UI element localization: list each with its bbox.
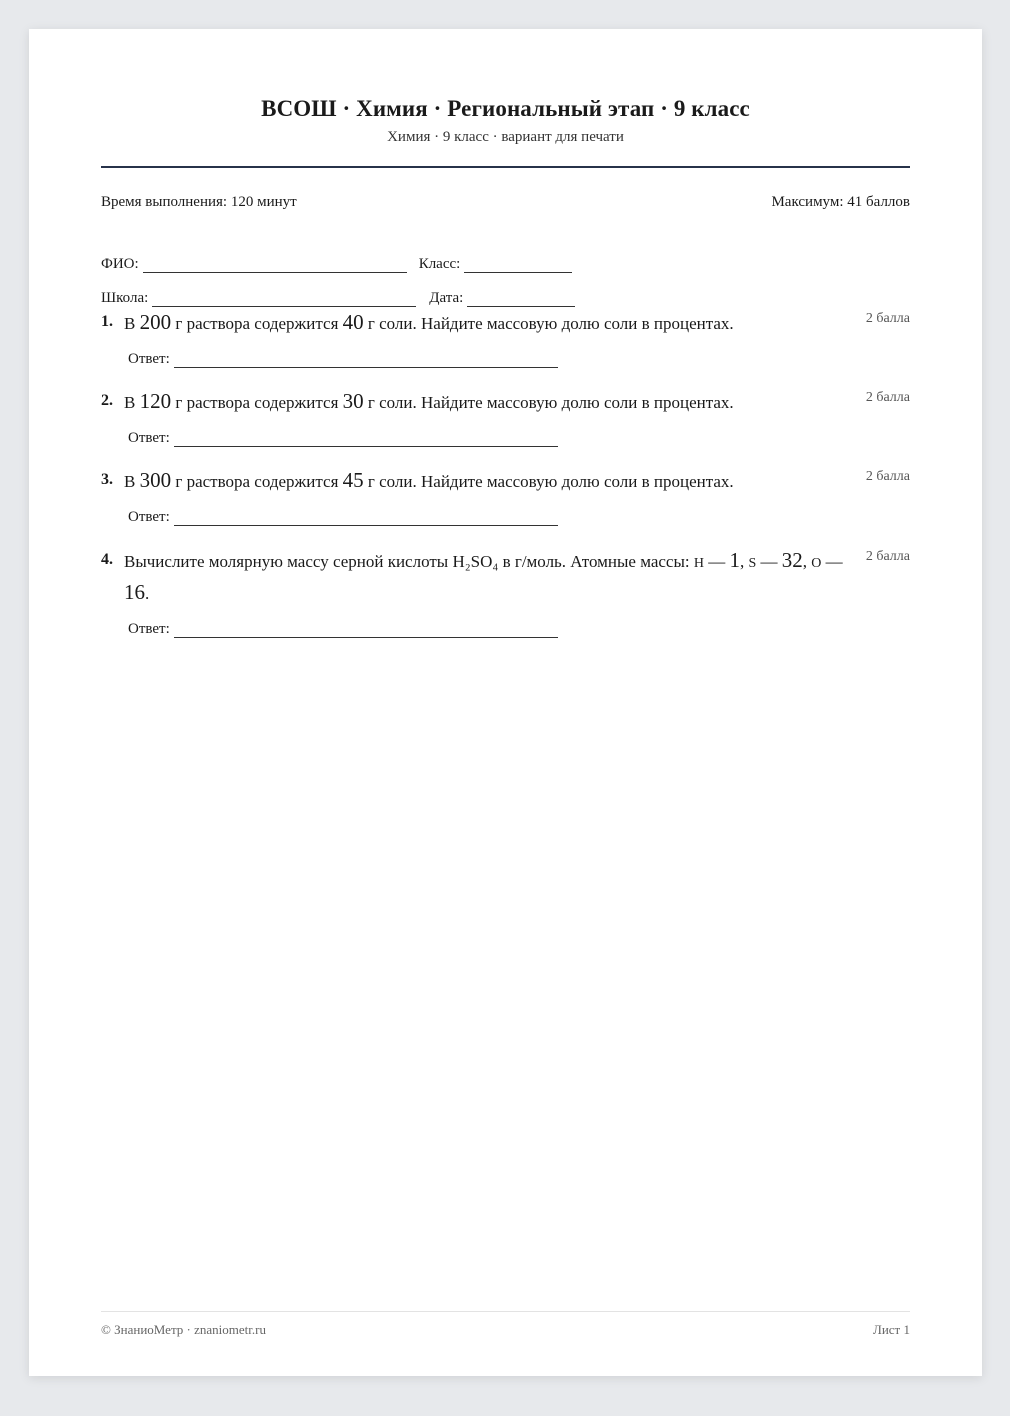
answer-row <box>128 429 910 447</box>
question-number: 1. <box>101 313 113 330</box>
footer <box>101 1322 910 1338</box>
class-field[interactable] <box>464 258 572 273</box>
sheet-number: Лист 1 <box>873 1322 910 1337</box>
element-h: H <box>693 556 704 571</box>
answer-field[interactable] <box>174 511 558 526</box>
text-part: В <box>124 393 140 412</box>
text-part: — <box>704 552 730 571</box>
answer-row <box>128 350 910 368</box>
text-part: г раствора содержится <box>171 393 343 412</box>
answer-label: Ответ: <box>128 509 170 525</box>
answer-field[interactable] <box>174 353 558 368</box>
solute-mass: 30 <box>342 389 364 413</box>
fio-field[interactable] <box>143 258 407 273</box>
answer-label: Ответ: <box>128 621 170 637</box>
question-2 <box>101 389 910 447</box>
exam-sheet <box>29 29 982 1376</box>
page-subtitle: Химия · 9 класс · вариант для печати <box>387 129 624 145</box>
text-part: г раствора содержится <box>171 314 343 333</box>
question-text <box>124 387 850 417</box>
copyright: © ЗнаниоМетр · znaniometr.ru <box>101 1322 266 1337</box>
text-part: г раствора содержится <box>171 472 343 491</box>
question-points: 2 балла <box>865 311 910 326</box>
question-points: 2 балла <box>865 390 910 405</box>
mass-h: 1 <box>729 548 740 572</box>
solution-mass: 120 <box>139 389 172 413</box>
answer-field[interactable] <box>174 623 558 638</box>
text-part: В <box>124 314 140 333</box>
question-number: 4. <box>101 551 113 568</box>
element-s: S <box>748 556 757 571</box>
page-title: ВСОШ · Химия · Региональный этап · 9 класс <box>261 96 750 121</box>
text-part: г соли. Найдите массовую долю соли в процентах. <box>363 472 734 491</box>
answer-row <box>128 620 910 638</box>
question-text <box>124 546 850 608</box>
mass-s: 32 <box>781 548 803 572</box>
question-number: 2. <box>101 392 113 409</box>
date-label: Дата: <box>429 290 464 306</box>
solution-mass: 200 <box>139 310 172 334</box>
answer-row <box>128 508 910 526</box>
solution-mass: 300 <box>139 468 172 492</box>
fio-class-row <box>101 255 910 273</box>
school-label: Школа: <box>101 290 149 306</box>
element-o: O <box>811 556 822 571</box>
text-part: — <box>821 552 843 571</box>
question-points: 2 балла <box>865 549 910 564</box>
text-part: , <box>802 552 812 571</box>
question-3 <box>101 468 910 526</box>
question-text <box>124 308 850 338</box>
text-part: Вычислите молярную массу серной кислоты H₂SO₄ в г/моль. Атомные массы: <box>124 552 694 571</box>
text-part: г соли. Найдите массовую долю соли в процентах. <box>363 393 734 412</box>
date-field[interactable] <box>467 292 575 307</box>
max-score: Максимум: 41 баллов <box>771 194 910 210</box>
answer-label: Ответ: <box>128 430 170 446</box>
class-label: Класс: <box>418 256 461 272</box>
footer-divider <box>101 1311 910 1312</box>
text-part: , <box>740 552 749 571</box>
fio-label: ФИО: <box>101 256 139 272</box>
school-field[interactable] <box>152 292 416 307</box>
answer-label: Ответ: <box>128 351 170 367</box>
answer-field[interactable] <box>174 432 558 447</box>
question-text <box>124 466 850 496</box>
text-part: г соли. Найдите массовую долю соли в процентах. <box>363 314 734 333</box>
question-4 <box>101 548 910 638</box>
time-limit: Время выполнения: 120 минут <box>101 194 297 210</box>
text-part: — <box>756 552 782 571</box>
question-number: 3. <box>101 471 113 488</box>
mass-o: 16 <box>124 580 145 604</box>
solute-mass: 45 <box>342 468 364 492</box>
text-part: . <box>145 584 150 603</box>
question-points: 2 балла <box>865 469 910 484</box>
header-divider <box>101 166 910 168</box>
sheet-header <box>101 29 910 146</box>
question-1 <box>101 310 910 368</box>
solute-mass: 40 <box>342 310 364 334</box>
school-date-row <box>101 289 910 307</box>
text-part: В <box>124 472 140 491</box>
meta-row <box>101 193 910 211</box>
